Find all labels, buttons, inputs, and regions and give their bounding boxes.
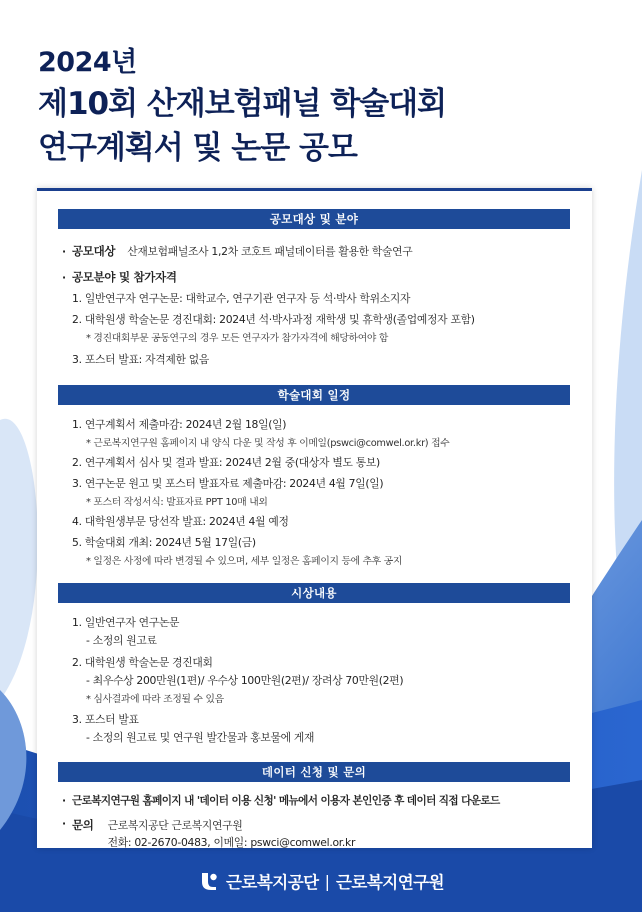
- footer-org-kcomwel: 근로복지공단: [225, 873, 319, 892]
- recruit-item-2: 2. 대학원생 학술논문 경진대회: 2024년 석·박사과정 재학생 및 휴학생(졸업예정자 포함): [72, 313, 475, 326]
- award-sub-1: - 소정의 원고료: [86, 634, 157, 647]
- award-sub-3: - 소정의 원고료 및 연구원 발간물과 홍보물에 게재: [86, 731, 315, 744]
- target-row: [58, 243, 571, 259]
- contact-org: 근로복지공단 근로복지연구원: [107, 819, 243, 832]
- section-title-recruit: 공모대상 및 분야: [58, 209, 570, 229]
- footer-separator: |: [324, 871, 330, 891]
- recruit-item-3: 3. 포스터 발표: 자격제한 없음: [72, 353, 209, 366]
- comwel-logo-icon: [198, 870, 220, 892]
- target-text: 산재보험패널조사 1,2차 코호트 패널데이터를 활용한 학술연구: [127, 245, 413, 258]
- bullet-icon: ·: [62, 794, 66, 807]
- award-item-3: 3. 포스터 발표: [72, 713, 139, 726]
- data-request-line: 근로복지연구원 홈페이지 내 '데이터 이용 신청' 메뉴에서 이용자 본인인증 후 데이터 직접 다운로드: [72, 795, 500, 807]
- poster-title-line1: 제10회 산재보험패널 학술대회: [38, 86, 447, 122]
- schedule-note-1: * 근로복지연구원 홈페이지 내 양식 다운 및 작성 후 이메일(pswci@comwel.or.kr) 접수: [86, 438, 450, 449]
- section-title-awards: 시상내용: [58, 583, 570, 603]
- bullet-icon: ·: [62, 817, 66, 830]
- bullet-icon: ·: [62, 245, 66, 258]
- schedule-item-1: 1. 연구계획서 제출마감: 2024년 2월 18일(일): [72, 418, 287, 431]
- award-item-1: 1. 일반연구자 연구논문: [72, 616, 180, 629]
- poster-year: 2024년: [38, 47, 137, 78]
- target-label: 공모대상: [72, 244, 116, 258]
- data-line-row: [58, 793, 571, 808]
- section-title-data: 데이터 신청 및 문의: [58, 762, 570, 782]
- section-title-schedule: 학술대회 일정: [58, 385, 570, 405]
- contact-details: [108, 817, 356, 851]
- recruit-item-1: 1. 일반연구자 연구논문: 대학교수, 연구기관 연구자 등 석·박사 학위소지자: [72, 292, 411, 305]
- award-sub-2: - 최우수상 200만원(1편)/ 우수상 100만원(2편)/ 장려상 70만원(2편): [86, 674, 404, 687]
- field-label: 공모분야 및 참가자격: [72, 270, 177, 284]
- award-note: * 심사결과에 따라 조정될 수 있음: [86, 694, 224, 705]
- footer-org-institute: 근로복지연구원: [335, 873, 445, 892]
- schedule-note-2: * 포스터 작성서식: 발표자료 PPT 10매 내외: [86, 497, 268, 508]
- poster-title-line2: 연구계획서 및 논문 공모: [38, 130, 357, 166]
- contact-row: [58, 817, 571, 851]
- content-card: [37, 188, 592, 848]
- recruit-note: * 경진대회부문 공동연구의 경우 모든 연구자가 참가자격에 해당하여야 함: [86, 333, 389, 344]
- schedule-item-4: 4. 대학원생부문 당선작 발표: 2024년 4월 예정: [72, 515, 289, 528]
- schedule-note-3: * 일정은 사정에 따라 변경될 수 있으며, 세부 일정은 홈페이지 등에 추후 공지: [86, 556, 403, 567]
- contact-info: 전화: 02-2670-0483, 이메일: pswci@comwel.or.kr: [107, 836, 356, 849]
- schedule-item-3: 3. 연구논문 원고 및 포스터 발표자료 제출마감: 2024년 4월 7일(일): [72, 477, 384, 490]
- footer-logo-bar: [0, 866, 642, 896]
- award-item-2: 2. 대학원생 학술논문 경진대회: [72, 656, 213, 669]
- field-row: [58, 269, 571, 285]
- schedule-item-5: 5. 학술대회 개최: 2024년 5월 17일(금): [72, 536, 256, 549]
- bullet-icon: ·: [62, 271, 66, 284]
- contact-label: 문의: [72, 818, 94, 832]
- schedule-item-2: 2. 연구계획서 심사 및 결과 발표: 2024년 2월 중(대상자 별도 통보): [72, 456, 380, 469]
- poster-header: [38, 44, 598, 170]
